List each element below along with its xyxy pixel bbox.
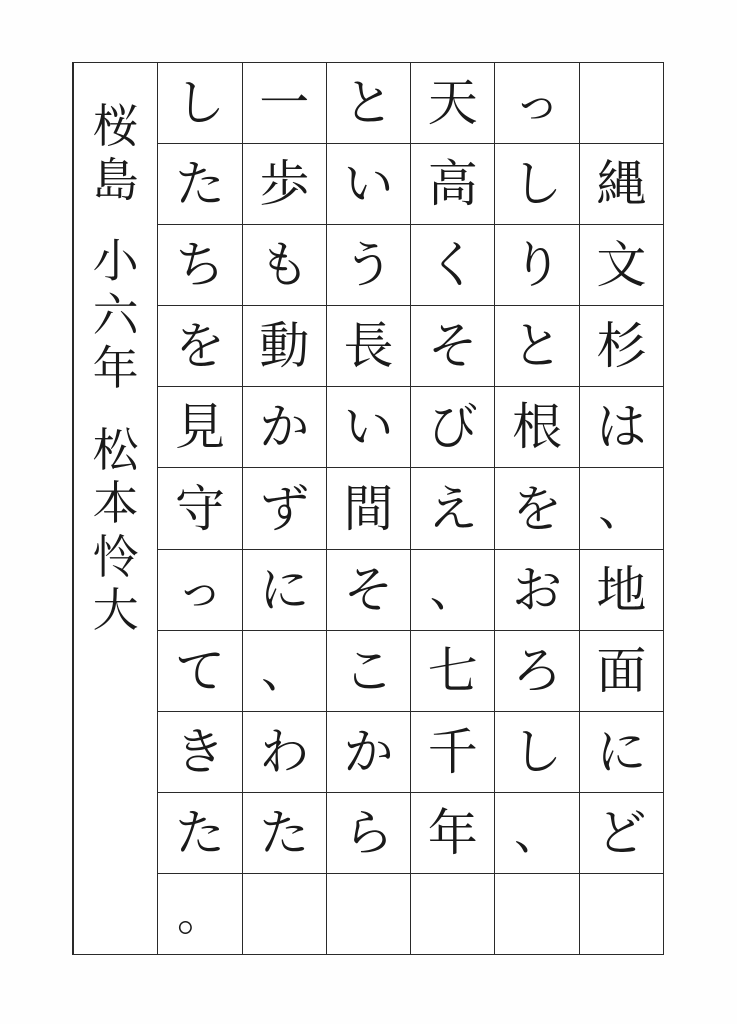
cell-char: っ xyxy=(514,76,561,131)
cell-char: か xyxy=(343,722,394,781)
cell-char: お xyxy=(512,560,563,619)
grid-cell xyxy=(158,793,241,874)
cell-char: い xyxy=(343,398,394,457)
manuscript-column-3 xyxy=(410,63,494,954)
manuscript-column-6 xyxy=(157,63,241,954)
grid-cell xyxy=(495,63,578,144)
cell-char: 高 xyxy=(427,155,478,214)
grid-cell xyxy=(580,631,663,712)
grid-cell xyxy=(327,874,410,954)
grid-cell xyxy=(580,550,663,631)
grid-cell xyxy=(158,631,241,712)
header-char: 小 xyxy=(92,234,139,289)
grid-cell xyxy=(243,144,326,225)
grid-cell xyxy=(411,793,494,874)
cell-char: た xyxy=(259,803,310,862)
grid-cell xyxy=(580,225,663,306)
header-char: 年 xyxy=(92,341,139,396)
grid-cell xyxy=(327,144,410,225)
grid-cell xyxy=(327,306,410,387)
cell-char: 杉 xyxy=(596,317,647,376)
cell-char: た xyxy=(174,803,225,862)
grid-cell xyxy=(580,387,663,468)
grid-cell xyxy=(580,712,663,793)
grid-cell xyxy=(243,712,326,793)
genkou-youshi-grid xyxy=(72,62,664,955)
cell-char: し xyxy=(512,722,563,781)
grid-cell xyxy=(411,712,494,793)
cell-char: ち xyxy=(174,236,225,295)
grid-cell xyxy=(580,306,663,387)
grid-cell xyxy=(243,793,326,874)
grid-cell xyxy=(580,144,663,225)
cell-char: 天 xyxy=(427,74,478,133)
grid-cell xyxy=(495,631,578,712)
grid-cell xyxy=(327,225,410,306)
cell-char: 。 xyxy=(176,886,223,941)
cell-char: 間 xyxy=(343,479,394,538)
grid-cell xyxy=(243,631,326,712)
header-char: 怜 xyxy=(92,529,139,584)
cell-char: 長 xyxy=(343,317,394,376)
cell-char: 守 xyxy=(174,479,225,538)
header-char: 桜 xyxy=(92,99,139,153)
grid-cell xyxy=(158,306,241,387)
grid-cell xyxy=(495,225,578,306)
grid-cell xyxy=(495,550,578,631)
cell-char: そ xyxy=(343,560,394,619)
cell-char: も xyxy=(259,236,310,295)
cell-char: 動 xyxy=(259,317,310,376)
grid-cell xyxy=(158,63,241,144)
grid-cell xyxy=(411,225,494,306)
grid-cell xyxy=(495,306,578,387)
grid-cell xyxy=(495,793,578,874)
cell-char: ら xyxy=(343,803,394,862)
grid-cell xyxy=(327,63,410,144)
cell-char: 、 xyxy=(261,643,308,698)
cell-char: り xyxy=(512,236,563,295)
grid-cell xyxy=(243,550,326,631)
grid-cell xyxy=(580,63,663,144)
grid-cell xyxy=(411,306,494,387)
grid-cell xyxy=(243,387,326,468)
grid-cell xyxy=(158,225,241,306)
grid-cell xyxy=(327,468,410,549)
grid-cell xyxy=(243,306,326,387)
grid-cell xyxy=(243,468,326,549)
cell-char: び xyxy=(427,398,478,457)
cell-char: た xyxy=(174,155,225,214)
grid-cell xyxy=(580,793,663,874)
header-char: 本 xyxy=(92,476,139,531)
grid-cell xyxy=(243,225,326,306)
grid-cell xyxy=(158,144,241,225)
grid-cell xyxy=(158,874,241,954)
cell-char: 、 xyxy=(429,562,476,617)
cell-char: っ xyxy=(176,562,223,617)
manuscript-column-4 xyxy=(326,63,410,954)
header-char: 大 xyxy=(92,583,139,638)
grid-cell xyxy=(495,387,578,468)
cell-char: 一 xyxy=(259,74,310,133)
grid-cell xyxy=(411,144,494,225)
cell-char: 年 xyxy=(427,803,478,862)
cell-char: か xyxy=(259,398,310,457)
cell-char: わ xyxy=(259,722,310,781)
cell-char: と xyxy=(512,317,563,376)
cell-char: を xyxy=(174,317,225,376)
grid-cell xyxy=(327,712,410,793)
cell-char: 文 xyxy=(596,236,647,295)
manuscript-column-5 xyxy=(242,63,326,954)
cell-char: を xyxy=(512,479,563,538)
cell-char: 地 xyxy=(596,560,647,619)
grid-cell xyxy=(327,550,410,631)
cell-char: 、 xyxy=(598,481,645,536)
grid-cell xyxy=(243,63,326,144)
cell-char: い xyxy=(343,155,394,214)
cell-char: ど xyxy=(596,803,647,862)
cell-char: 面 xyxy=(596,641,647,700)
manuscript-header-column xyxy=(73,63,157,954)
cell-char: 千 xyxy=(427,722,478,781)
cell-char: 、 xyxy=(514,805,561,860)
grid-cell xyxy=(158,712,241,793)
grid-cell xyxy=(411,874,494,954)
cell-char: に xyxy=(259,560,310,619)
grid-cell xyxy=(411,387,494,468)
manuscript-column-1 xyxy=(579,63,663,954)
cell-char: ろ xyxy=(512,641,563,700)
grid-cell xyxy=(495,468,578,549)
cell-char: は xyxy=(596,398,647,457)
cell-char: て xyxy=(174,641,225,700)
grid-cell xyxy=(495,712,578,793)
cell-char: と xyxy=(343,74,394,133)
manuscript-column-2 xyxy=(494,63,578,954)
grid-cell xyxy=(580,468,663,549)
grid-cell xyxy=(495,874,578,954)
cell-char: し xyxy=(174,74,225,133)
grid-cell xyxy=(411,63,494,144)
grid-cell xyxy=(580,874,663,954)
cell-char: 見 xyxy=(174,398,225,457)
cell-char: く xyxy=(427,236,478,295)
grid-cell xyxy=(158,387,241,468)
cell-char: そ xyxy=(427,317,478,376)
grid-cell xyxy=(327,793,410,874)
cell-char: ず xyxy=(259,479,310,538)
header-school xyxy=(74,81,157,954)
grid-cell xyxy=(411,468,494,549)
grid-cell xyxy=(158,468,241,549)
header-char: 島 xyxy=(92,152,139,207)
cell-char: し xyxy=(512,155,563,214)
grid-cell xyxy=(158,550,241,631)
grid-cell xyxy=(327,387,410,468)
header-char: 六 xyxy=(92,287,139,342)
header-char: 松 xyxy=(92,422,139,477)
grid-cell xyxy=(327,631,410,712)
cell-char: き xyxy=(174,722,225,781)
cell-char: 縄 xyxy=(596,155,647,214)
grid-cell xyxy=(243,874,326,954)
grid-cell xyxy=(495,144,578,225)
cell-char: に xyxy=(596,722,647,781)
grid-cell xyxy=(411,631,494,712)
grid-cell xyxy=(411,550,494,631)
cell-char: う xyxy=(343,236,394,295)
cell-char: 七 xyxy=(427,641,478,700)
cell-char: え xyxy=(427,479,478,538)
cell-char: こ xyxy=(343,641,394,700)
cell-char: 歩 xyxy=(259,155,310,214)
cell-char: 根 xyxy=(512,398,563,457)
